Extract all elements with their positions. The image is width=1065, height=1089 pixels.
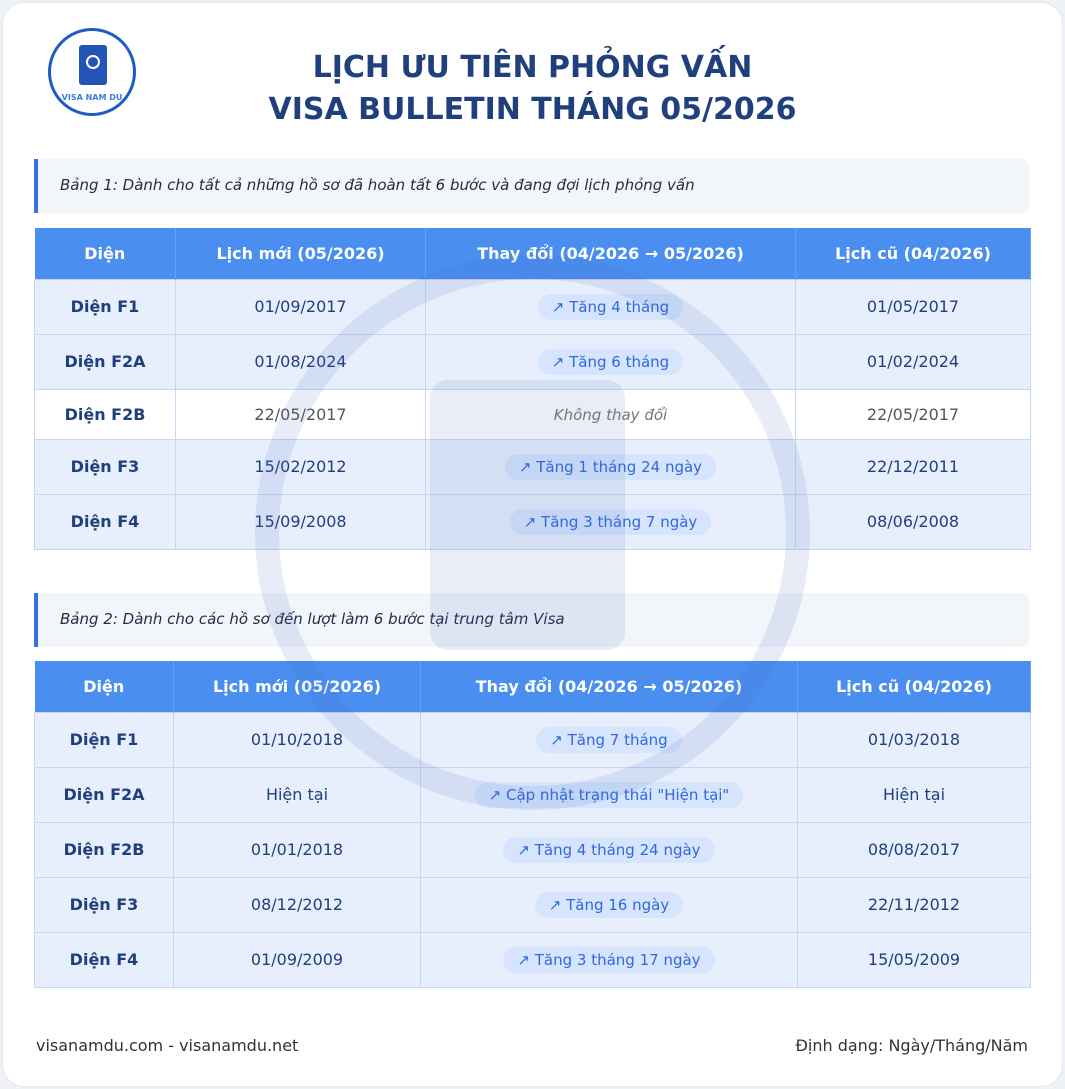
table1: [34, 228, 1031, 550]
table-row: [35, 767, 1031, 822]
category-cell: Diện F2A: [35, 767, 174, 822]
table-row: [35, 279, 1031, 334]
change-cell: [421, 822, 798, 877]
new-date-cell: 01/01/2018: [174, 822, 421, 877]
category-cell: Diện F2B: [35, 822, 174, 877]
new-date-cell: 01/09/2009: [174, 932, 421, 987]
category-cell: Diện F4: [35, 932, 174, 987]
table2-caption: Bảng 2: Dành cho các hồ sơ đến lượt làm 6 bước tại trung tâm Visa: [34, 593, 1030, 647]
change-badge: ↗ Tăng 7 tháng: [536, 727, 681, 753]
old-date-cell: 08/06/2008: [796, 494, 1031, 549]
change-badge: ↗ Tăng 16 ngày: [535, 892, 683, 918]
new-date-cell: 01/10/2018: [174, 712, 421, 767]
column-header: Lịch cũ (04/2026): [798, 661, 1031, 712]
old-date-cell: 22/05/2017: [796, 389, 1031, 439]
logo: [48, 28, 136, 116]
column-header: Thay đổi (04/2026 → 05/2026): [426, 228, 796, 279]
new-date-cell: 22/05/2017: [176, 389, 426, 439]
column-header: Diện: [35, 661, 174, 712]
old-date-cell: 15/05/2009: [798, 932, 1031, 987]
category-cell: Diện F4: [35, 494, 176, 549]
old-date-cell: Hiện tại: [798, 767, 1031, 822]
change-cell: [421, 877, 798, 932]
table-row: [35, 334, 1031, 389]
table-row: [35, 494, 1031, 549]
change-cell: [421, 712, 798, 767]
change-badge: ↗ Tăng 3 tháng 17 ngày: [503, 947, 714, 973]
new-date-cell: 01/09/2017: [176, 279, 426, 334]
column-header: Thay đổi (04/2026 → 05/2026): [421, 661, 798, 712]
column-header: Lịch mới (05/2026): [174, 661, 421, 712]
category-cell: Diện F2B: [35, 389, 176, 439]
old-date-cell: 22/12/2011: [796, 439, 1031, 494]
globe-icon: [86, 55, 100, 69]
old-date-cell: 01/05/2017: [796, 279, 1031, 334]
header-row: [35, 661, 1031, 712]
change-cell: [421, 767, 798, 822]
change-cell: [421, 932, 798, 987]
page-title: LỊCH ƯU TIÊN PHỎNG VẤN: [312, 50, 753, 85]
footer-websites: visanamdu.com - visanamdu.net: [36, 1036, 299, 1055]
column-header: Lịch cũ (04/2026): [796, 228, 1031, 279]
change-cell: [426, 279, 796, 334]
table-row: [35, 932, 1031, 987]
old-date-cell: 08/08/2017: [798, 822, 1031, 877]
change-badge: ↗ Tăng 4 tháng: [538, 294, 683, 320]
old-date-cell: 22/11/2012: [798, 877, 1031, 932]
new-date-cell: 08/12/2012: [174, 877, 421, 932]
column-header: Diện: [35, 228, 176, 279]
table-row: [35, 389, 1031, 439]
new-date-cell: 15/09/2008: [176, 494, 426, 549]
change-badge: ↗ Tăng 3 tháng 7 ngày: [510, 509, 712, 535]
new-date-cell: 15/02/2012: [176, 439, 426, 494]
change-badge: ↗ Cập nhật trạng thái "Hiện tại": [475, 782, 744, 808]
change-cell: [426, 334, 796, 389]
old-date-cell: 01/02/2024: [796, 334, 1031, 389]
change-badge: ↗ Tăng 6 tháng: [538, 349, 683, 375]
category-cell: Diện F3: [35, 877, 174, 932]
table-row: [35, 439, 1031, 494]
category-cell: Diện F1: [35, 279, 176, 334]
new-date-cell: 01/08/2024: [176, 334, 426, 389]
old-date-cell: 01/03/2018: [798, 712, 1031, 767]
table-row: [35, 712, 1031, 767]
column-header: Lịch mới (05/2026): [176, 228, 426, 279]
change-badge: ↗ Tăng 1 tháng 24 ngày: [505, 454, 716, 480]
category-cell: Diện F2A: [35, 334, 176, 389]
table-row: [35, 877, 1031, 932]
category-cell: Diện F3: [35, 439, 176, 494]
change-cell: [426, 439, 796, 494]
category-cell: Diện F1: [35, 712, 174, 767]
change-badge: Không thay đổi: [553, 405, 668, 424]
change-cell: [426, 389, 796, 439]
page-subtitle: VISA BULLETIN THÁNG 05/2026: [268, 92, 797, 127]
new-date-cell: Hiện tại: [174, 767, 421, 822]
table1-caption: Bảng 1: Dành cho tất cả những hồ sơ đã hoàn tất 6 bước và đang đợi lịch phỏng vấn: [34, 159, 1030, 213]
footer-format: Định dạng: Ngày/Tháng/Năm: [795, 1036, 1028, 1055]
logo-text: VISA NAM DU: [61, 93, 123, 102]
table-row: [35, 822, 1031, 877]
change-cell: [426, 494, 796, 549]
header-row: [35, 228, 1031, 279]
table2: [34, 661, 1031, 988]
change-badge: ↗ Tăng 4 tháng 24 ngày: [503, 837, 714, 863]
